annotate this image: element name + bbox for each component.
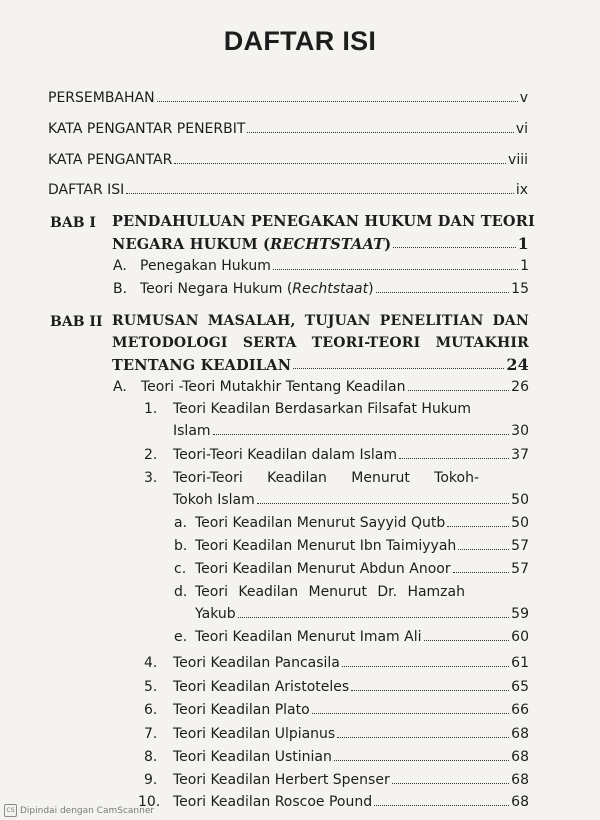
toc-entry-tokoh-islam-line1: Teori-Teori Keadilan Menurut Tokoh- [173,470,479,486]
toc-entry-plato: Teori Keadilan Plato 66 [173,702,529,718]
sub-letter: a. [174,515,188,531]
toc-entry-sayyid-qutb: Teori Keadilan Menurut Sayyid Qutb 50 [195,515,529,531]
toc-entry-kata-pengantar-penerbit: KATA PENGANTAR PENERBIT vi [48,121,528,137]
item-number: 6. [144,702,158,718]
scanner-watermark: CS Dipindai dengan CamScanner [4,804,154,817]
page-title: DAFTAR ISI [223,26,377,56]
chapter-label-bab-2: BAB II [50,314,103,330]
item-number: 2. [144,447,158,463]
toc-entry-filsafat-hukum-line2: Islam 30 [173,423,529,439]
chapter-title-bab-2-line2: METODOLOGI SERTA TEORI-TEORI MUTAKHIR [112,335,529,351]
chapter-title-bab-1-line1: PENDAHULUAN PENEGAKAN HUKUM DAN TEORI [112,213,536,230]
item-number: 7. [144,726,158,742]
item-number: 5. [144,679,158,695]
toc-entry-pancasila: Teori Keadilan Pancasila 61 [173,655,529,671]
toc-entry-herbert-spenser: Teori Keadilan Herbert Spenser 68 [173,772,529,788]
sub-letter: b. [174,538,188,554]
camscanner-icon: CS [4,804,17,817]
toc-entry-ulpianus: Teori Keadilan Ulpianus 68 [173,726,529,742]
item-number: 1. [144,401,158,417]
chapter-title-bab-2-line3: TENTANG KEADILAN 24 [112,355,529,374]
toc-entry-roscoe-pound: Teori Keadilan Roscoe Pound 68 [173,794,529,810]
toc-entry-teori-negara-hukum: Teori Negara Hukum (Rechtstaat) 15 [140,281,529,297]
chapter-title-bab-2-line1: RUMUSAN MASALAH, TUJUAN PENELITIAN DAN [112,313,529,329]
item-number: 4. [144,655,158,671]
sub-letter: c. [174,561,187,577]
toc-entry-ibn-taimiyyah: Teori Keadilan Menurut Ibn Taimiyyah 57 [195,538,529,554]
toc-entry-aristoteles: Teori Keadilan Aristoteles 65 [173,679,529,695]
item-number: 3. [144,470,158,486]
toc-entry-daftar-isi: DAFTAR ISI ix [48,182,528,198]
toc-entry-keadilan-islam: Teori-Teori Keadilan dalam Islam 37 [173,447,529,463]
toc-entry-ustinian: Teori Keadilan Ustinian 68 [173,749,529,765]
toc-entry-hamzah-yakub-line1: Teori Keadilan Menurut Dr. Hamzah [195,584,465,600]
toc-entry-abdun-anoor: Teori Keadilan Menurut Abdun Anoor 57 [195,561,529,577]
toc-entry-filsafat-hukum-line1: Teori Keadilan Berdasarkan Filsafat Hukum [173,401,471,417]
toc-entry-hamzah-yakub-line2: Yakub 59 [195,606,529,622]
item-number: 10. [138,794,161,810]
toc-entry-penegakan-hukum: Penegakan Hukum 1 [140,258,529,274]
section-letter: A. [113,379,127,395]
toc-entry-kata-pengantar: KATA PENGANTAR viii [48,152,528,168]
toc-entry-teori-mutakhir: Teori -Teori Mutakhir Tentang Keadilan 26 [141,379,529,395]
item-number: 8. [144,749,158,765]
toc-entry-tokoh-islam-line2: Tokoh Islam 50 [173,492,529,508]
toc-entry-imam-ali: Teori Keadilan Menurut Imam Ali 60 [195,629,529,645]
chapter-label-bab-1: BAB I [50,215,96,231]
chapter-title-bab-1-line2: NEGARA HUKUM (RECHTSTAAT) 1 [112,234,529,253]
item-number: 9. [144,772,158,788]
toc-entry-persembahan: PERSEMBAHAN v [48,90,528,106]
section-letter: B. [113,281,128,297]
section-letter: A. [113,258,127,274]
sub-letter: e. [174,629,188,645]
sub-letter: d. [174,584,188,600]
